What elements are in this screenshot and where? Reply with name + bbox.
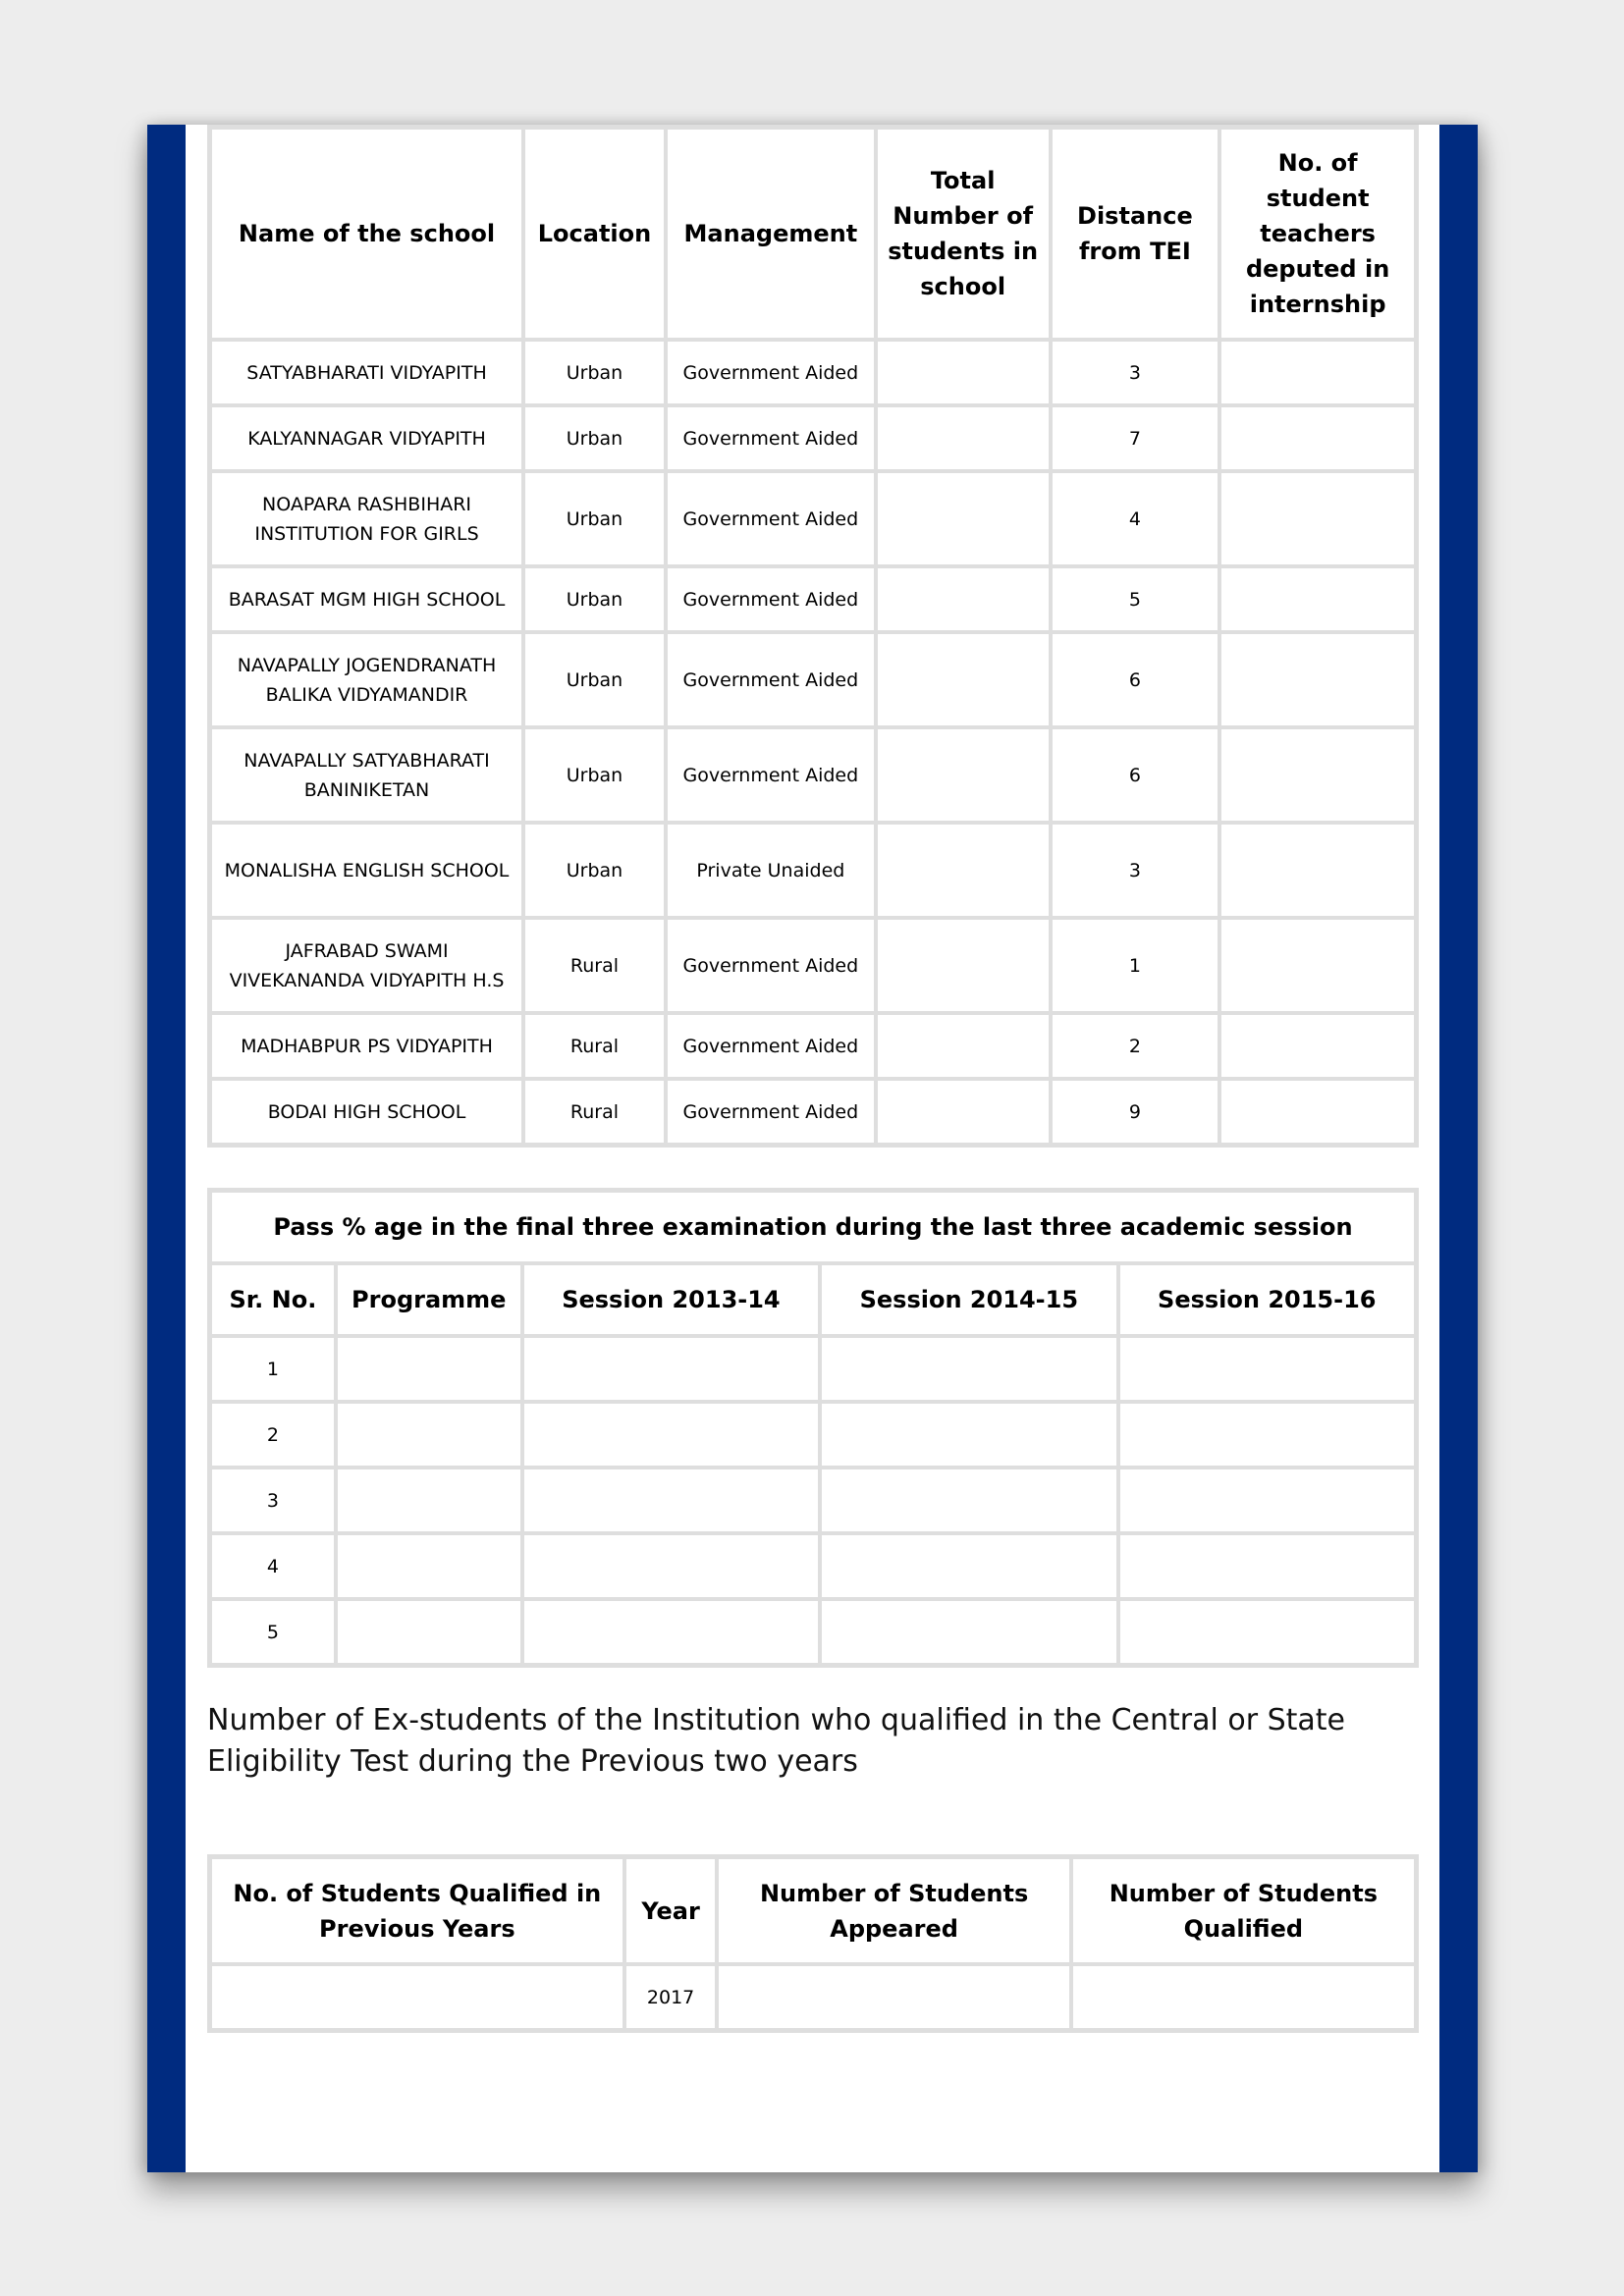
table-row (210, 727, 1416, 823)
school-distance: 3 (1051, 340, 1220, 405)
school-distance: 4 (1051, 471, 1220, 566)
header-management: Management (666, 128, 876, 340)
header-year: Year (624, 1857, 718, 1964)
school-deputed (1219, 632, 1416, 727)
school-name: SATYABHARATI VIDYAPITH (210, 340, 523, 405)
programme (336, 1599, 522, 1665)
school-location: Urban (523, 632, 666, 727)
school-management: Government Aided (666, 1013, 876, 1079)
header-location: Location (523, 128, 666, 340)
school-deputed (1219, 1013, 1416, 1079)
school-location: Urban (523, 823, 666, 918)
school-name: NOAPARA RASHBIHARI INSTITUTION FOR GIRLS (210, 471, 523, 566)
school-management: Private Unaided (666, 823, 876, 918)
session-2014-15 (820, 1599, 1117, 1665)
school-location: Urban (523, 566, 666, 632)
school-total-students (876, 471, 1051, 566)
header-school-name: Name of the school (210, 128, 523, 340)
session-2015-16 (1118, 1599, 1416, 1665)
school-name: BARASAT MGM HIGH SCHOOL (210, 566, 523, 632)
students-qualified (1071, 1964, 1416, 2030)
school-distance: 7 (1051, 405, 1220, 471)
header-programme: Programme (336, 1263, 522, 1336)
school-name: MONALISHA ENGLISH SCHOOL (210, 823, 523, 918)
header-sr-no: Sr. No. (210, 1263, 336, 1336)
school-location: Urban (523, 340, 666, 405)
programme (336, 1336, 522, 1402)
session-2013-14 (522, 1533, 820, 1599)
school-total-students (876, 1079, 1051, 1145)
school-name: BODAI HIGH SCHOOL (210, 1079, 523, 1145)
table-header-row (210, 128, 1416, 340)
session-2013-14 (522, 1402, 820, 1468)
school-deputed (1219, 823, 1416, 918)
school-deputed (1219, 471, 1416, 566)
header-session-2014-15: Session 2014-15 (820, 1263, 1117, 1336)
school-name: NAVAPALLY JOGENDRANATH BALIKA VIDYAMANDIR (210, 632, 523, 727)
school-distance: 5 (1051, 566, 1220, 632)
school-management: Government Aided (666, 727, 876, 823)
header-students-qualified: Number of Students Qualified (1071, 1857, 1416, 1964)
header-students-appeared: Number of Students Appeared (717, 1857, 1070, 1964)
school-total-students (876, 405, 1051, 471)
school-total-students (876, 727, 1051, 823)
school-management: Government Aided (666, 340, 876, 405)
table-row (210, 1468, 1416, 1533)
programme (336, 1402, 522, 1468)
students-appeared (717, 1964, 1070, 2030)
school-location: Rural (523, 918, 666, 1013)
eligibility-test-table (207, 1854, 1419, 2033)
table-row (210, 1533, 1416, 1599)
table-row (210, 471, 1416, 566)
header-session-2015-16: Session 2015-16 (1118, 1263, 1416, 1336)
sr-no: 3 (210, 1468, 336, 1533)
table-row (210, 1079, 1416, 1145)
practice-schools-table (207, 125, 1419, 1148)
school-management: Government Aided (666, 566, 876, 632)
table-header-row (210, 1857, 1416, 1964)
school-deputed (1219, 727, 1416, 823)
session-2014-15 (820, 1336, 1117, 1402)
school-management: Government Aided (666, 405, 876, 471)
table-row (210, 1964, 1416, 2030)
table-row (210, 1013, 1416, 1079)
school-name: NAVAPALLY SATYABHARATI BANINIKETAN (210, 727, 523, 823)
school-deputed (1219, 340, 1416, 405)
programme (336, 1468, 522, 1533)
header-total-students: Total Number of students in school (876, 128, 1051, 340)
table-row (210, 340, 1416, 405)
school-distance: 3 (1051, 823, 1220, 918)
header-distance: Distance from TEI (1051, 128, 1220, 340)
school-name: JAFRABAD SWAMI VIVEKANANDA VIDYAPITH H.S (210, 918, 523, 1013)
school-distance: 9 (1051, 1079, 1220, 1145)
session-2013-14 (522, 1599, 820, 1665)
pass-table-caption: Pass % age in the final three examination during the last three academic session (210, 1191, 1416, 1263)
school-deputed (1219, 918, 1416, 1013)
school-distance: 1 (1051, 918, 1220, 1013)
session-2015-16 (1118, 1336, 1416, 1402)
school-location: Rural (523, 1013, 666, 1079)
school-location: Urban (523, 727, 666, 823)
table-row (210, 566, 1416, 632)
school-management: Government Aided (666, 918, 876, 1013)
school-total-students (876, 1013, 1051, 1079)
sr-no: 1 (210, 1336, 336, 1402)
school-deputed (1219, 1079, 1416, 1145)
table-row (210, 1336, 1416, 1402)
right-accent-bar (1439, 125, 1478, 2172)
school-deputed (1219, 566, 1416, 632)
table-row (210, 918, 1416, 1013)
school-management: Government Aided (666, 471, 876, 566)
school-location: Rural (523, 1079, 666, 1145)
school-total-students (876, 823, 1051, 918)
session-2015-16 (1118, 1533, 1416, 1599)
school-distance: 6 (1051, 632, 1220, 727)
school-deputed (1219, 405, 1416, 471)
table-row (210, 1402, 1416, 1468)
school-total-students (876, 918, 1051, 1013)
qualified-previous-years (210, 1964, 624, 2030)
header-deputed: No. of student teachers deputed in internship (1219, 128, 1416, 340)
school-management: Government Aided (666, 1079, 876, 1145)
session-2014-15 (820, 1533, 1117, 1599)
session-2014-15 (820, 1468, 1117, 1533)
header-session-2013-14: Session 2013-14 (522, 1263, 820, 1336)
sr-no: 4 (210, 1533, 336, 1599)
document-page (147, 125, 1478, 2172)
school-distance: 2 (1051, 1013, 1220, 1079)
school-total-students (876, 632, 1051, 727)
table-header-row (210, 1263, 1416, 1336)
programme (336, 1533, 522, 1599)
school-total-students (876, 340, 1051, 405)
school-location: Urban (523, 471, 666, 566)
school-management: Government Aided (666, 632, 876, 727)
table-row (210, 632, 1416, 727)
school-distance: 6 (1051, 727, 1220, 823)
session-2013-14 (522, 1336, 820, 1402)
left-accent-bar (147, 125, 186, 2172)
pass-percentage-table (207, 1188, 1419, 1668)
session-2013-14 (522, 1468, 820, 1533)
table-row (210, 1599, 1416, 1665)
table-row (210, 405, 1416, 471)
school-name: KALYANNAGAR VIDYAPITH (210, 405, 523, 471)
eligibility-heading: Number of Ex-students of the Institution who qualified in the Central or State Eligibility Test during the Previous two years (207, 1703, 1346, 1779)
table-row (210, 823, 1416, 918)
session-2014-15 (820, 1402, 1117, 1468)
sr-no: 2 (210, 1402, 336, 1468)
school-total-students (876, 566, 1051, 632)
year: 2017 (624, 1964, 718, 2030)
table-caption-row (210, 1191, 1416, 1263)
school-location: Urban (523, 405, 666, 471)
header-qualified-previous-years: No. of Students Qualified in Previous Years (210, 1857, 624, 1964)
session-2015-16 (1118, 1468, 1416, 1533)
school-name: MADHABPUR PS VIDYAPITH (210, 1013, 523, 1079)
sr-no: 5 (210, 1599, 336, 1665)
session-2015-16 (1118, 1402, 1416, 1468)
